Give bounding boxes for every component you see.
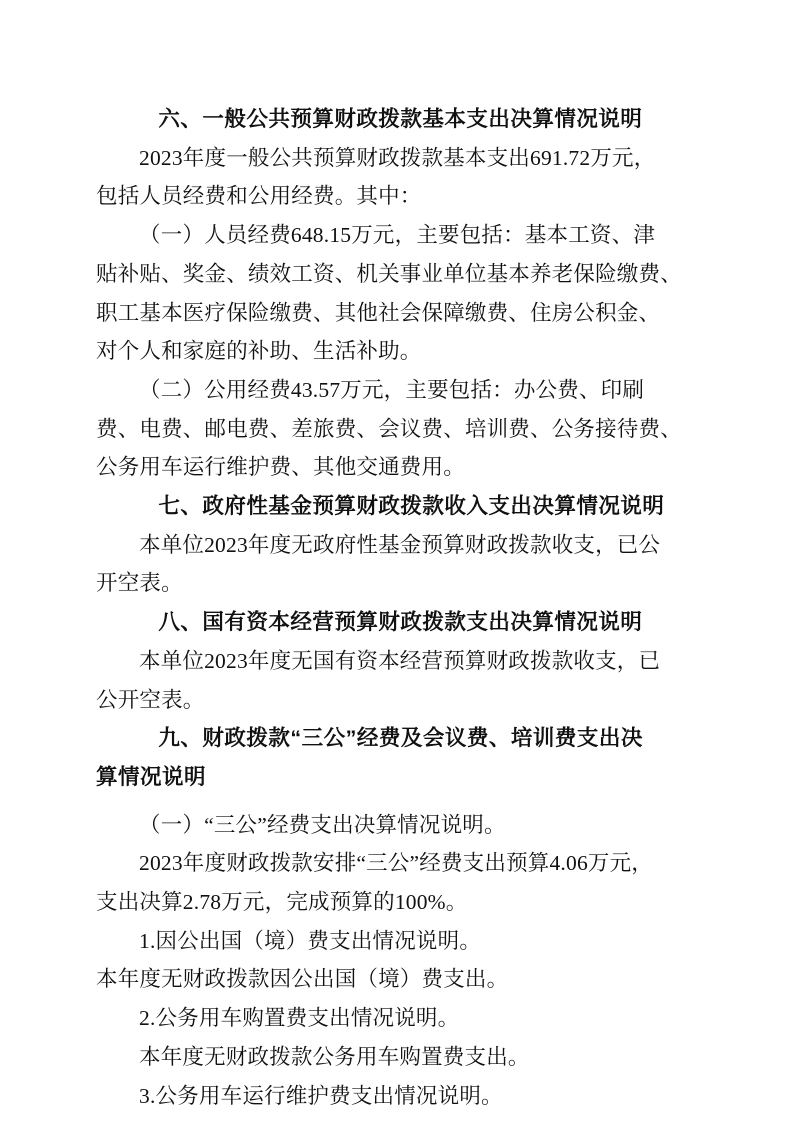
paragraph-line: 公务用车运行维护费、其他交通费用。: [96, 455, 465, 480]
paragraph-line: （一）人员经费648.15万元，主要包括：基本工资、津: [139, 223, 656, 248]
paragraph-line: （二）公用经费43.57万元，主要包括：办公费、印刷: [139, 377, 645, 402]
paragraph-line: 本单位2023年度无国有资本经营预算财政拨款收支，已: [139, 648, 661, 673]
paragraph-line: 3.公务用车运行维护费支出情况说明。: [139, 1083, 503, 1108]
section-three-public-funds: [96, 719, 693, 1115]
section-heading: 九、财政拨款“三公”经费及会议费、培训费支出决: [158, 726, 643, 751]
paragraph-line: 职工基本医疗保险缴费、其他社会保障缴费、住房公积金、: [96, 300, 661, 325]
paragraph-line: 费、电费、邮电费、差旅费、会议费、培训费、公务接待费、: [96, 416, 682, 441]
paragraph-line: 1.因公出国（境）费支出情况说明。: [139, 928, 482, 953]
section-government-fund: [96, 487, 693, 603]
paragraph-line: 2.公务用车购置费支出情况说明。: [139, 1006, 460, 1031]
section-basic-expenditure: [96, 100, 693, 487]
section-heading: 六、一般公共预算财政拨款基本支出决算情况说明: [158, 107, 643, 131]
section-heading: 八、国有资本经营预算财政拨款支出决算情况说明: [158, 610, 643, 635]
paragraph-line: 支出决算2.78万元，完成预算的100%。: [96, 890, 468, 915]
paragraph-line: 包括人员经费和公用经费。其中：: [96, 184, 422, 209]
paragraph-line: 开空表。: [96, 571, 183, 596]
paragraph-line: 2023年度一般公共预算财政拨款基本支出691.72万元，: [139, 145, 656, 170]
section-state-capital: [96, 603, 693, 719]
paragraph-line: 本单位2023年度无政府性基金预算财政拨款收支，已公: [139, 532, 661, 557]
paragraph-line: （一）“三公”经费支出决算情况说明。: [139, 812, 506, 837]
paragraph-line: 2023年度财政拨款安排“三公”经费支出预算4.06万元，: [139, 851, 654, 876]
paragraph-line: 本年度无财政拨款公务用车购置费支出。: [139, 1044, 530, 1069]
section-heading-wrap: 算情况说明: [96, 764, 207, 789]
paragraph-line: 本年度无财政拨款因公出国（境）费支出。: [96, 967, 509, 992]
paragraph-line: 公开空表。: [96, 687, 205, 712]
section-heading: 七、政府性基金预算财政拨款收入支出决算情况说明: [158, 494, 665, 519]
paragraph-line: 贴补贴、奖金、绩效工资、机关事业单位基本养老保险缴费、: [96, 261, 682, 286]
paragraph-line: 对个人和家庭的补助、生活补助。: [96, 339, 422, 364]
